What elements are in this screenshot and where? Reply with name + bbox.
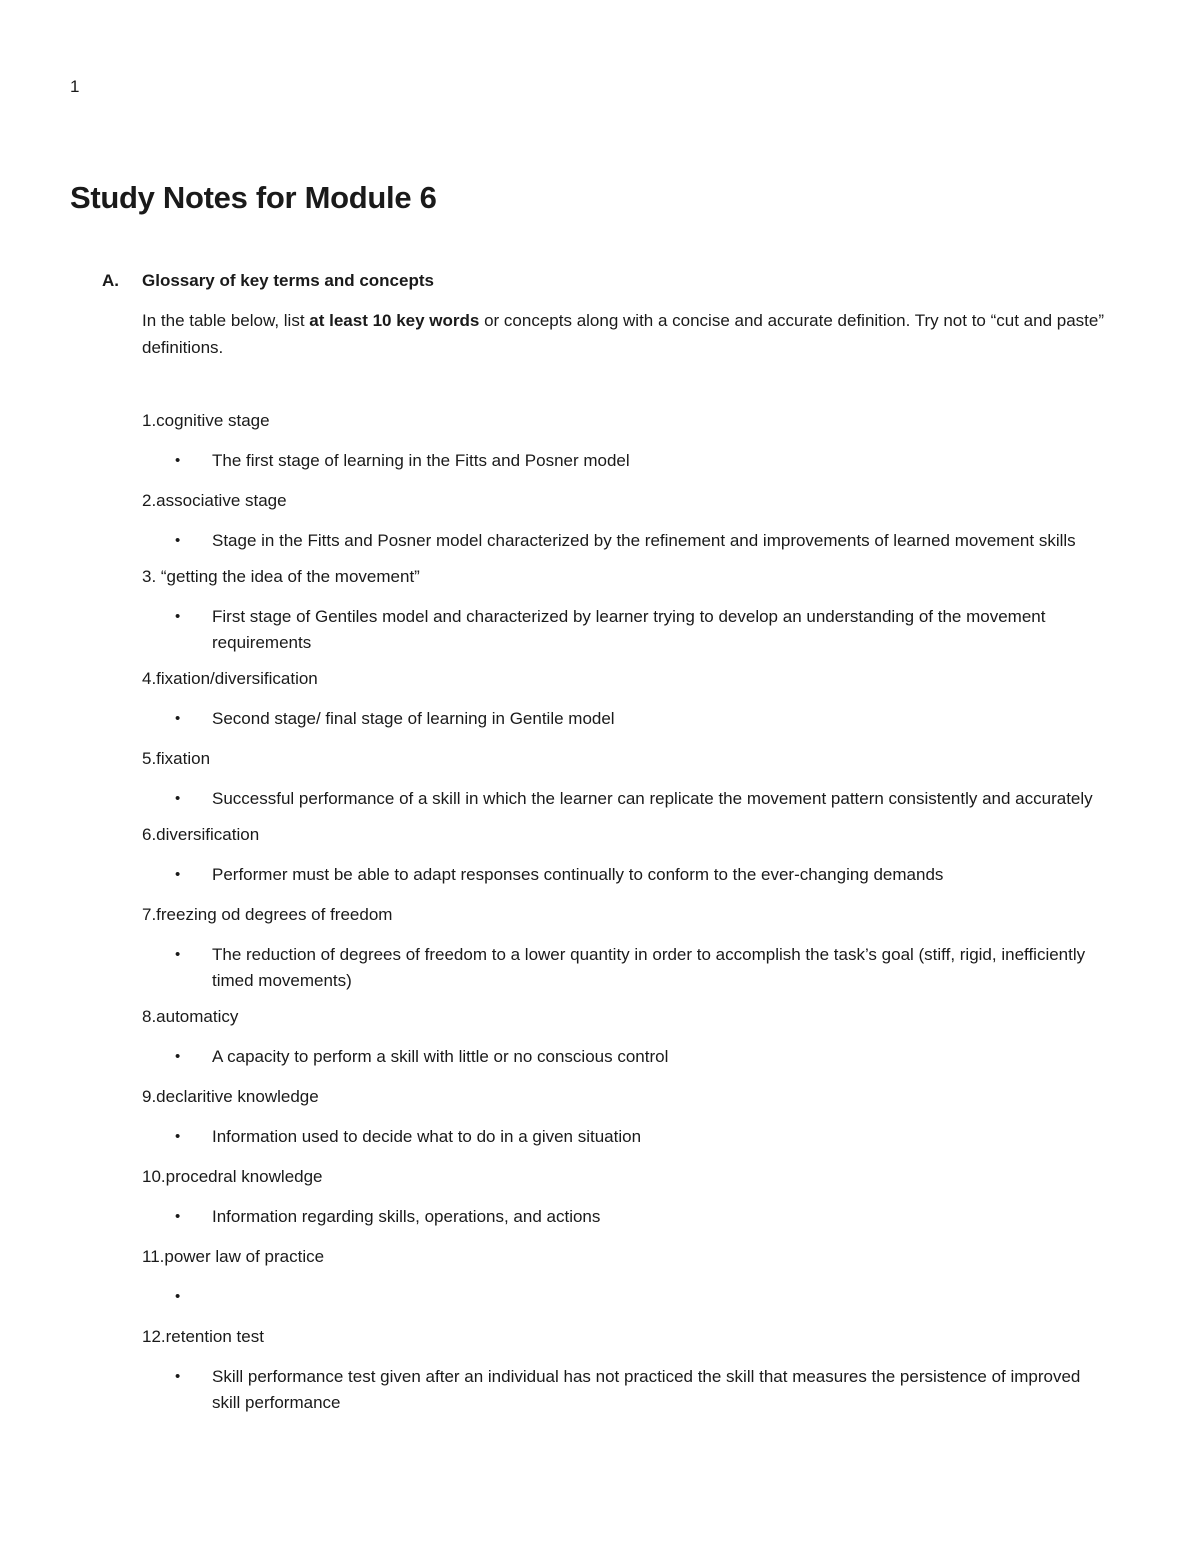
instructions-paragraph (142, 307, 1142, 361)
glossary-definition-row (142, 604, 1102, 656)
page-title: Study Notes for Module 6 (70, 180, 437, 215)
glossary-definition: Skill performance test given after an individual has not practiced the skill that measures the persistence of improved skill performance (212, 1367, 1081, 1412)
glossary-definition: The first stage of learning in the Fitts and Posner model (212, 451, 630, 470)
instructions-emphasis: at least 10 key words (309, 311, 480, 330)
bullet-icon: • (175, 1208, 181, 1225)
section-heading-text: Glossary of key terms and concepts (142, 271, 434, 290)
glossary-definition: A capacity to perform a skill with little or no conscious control (212, 1047, 669, 1066)
glossary-term: 11.power law of practice (142, 1247, 325, 1266)
bullet-icon: • (175, 866, 181, 883)
glossary-definition-row (142, 862, 1102, 888)
glossary-term: 1.cognitive stage (142, 411, 270, 430)
bullet-icon: • (175, 1368, 181, 1385)
glossary-definition-row (142, 786, 1102, 812)
glossary-definition: Successful performance of a skill in which the learner can replicate the movement pattern consistently and accurately (212, 789, 1093, 808)
glossary-term: 2.associative stage (142, 491, 287, 510)
bullet-icon: • (175, 608, 181, 625)
glossary-definition: Information used to decide what to do in a given situation (212, 1127, 642, 1146)
glossary-term: 4.fixation/diversification (142, 669, 318, 688)
instructions-text-1: In the table below, list (142, 311, 310, 330)
glossary-list (142, 410, 1102, 1428)
bullet-icon: • (175, 710, 181, 727)
glossary-definition: Stage in the Fitts and Posner model characterized by the refinement and improvements of learned movement skills (212, 531, 1076, 550)
bullet-icon: • (175, 452, 181, 469)
instructions-text-2: or concepts along with a concise and accurate definition. Try not to “cut and paste” definitions. (142, 311, 1105, 357)
glossary-definition-row (142, 706, 1102, 732)
glossary-definition: First stage of Gentiles model and characterized by learner trying to develop an understanding of the movement requirements (212, 607, 1046, 652)
glossary-definition-row (142, 1044, 1102, 1070)
glossary-definition-row (142, 528, 1102, 554)
glossary-term: 8.automaticy (142, 1007, 239, 1026)
glossary-term: 5.fixation (142, 749, 211, 768)
glossary-definition: Performer must be able to adapt responses continually to conform to the ever-changing demands (212, 865, 944, 884)
glossary-term: 12.retention test (142, 1327, 264, 1346)
bullet-icon: • (175, 532, 181, 549)
bullet-icon: • (175, 1288, 181, 1305)
section-letter: A. (102, 271, 119, 290)
glossary-definition: The reduction of degrees of freedom to a lower quantity in order to accomplish the task’s goal (stiff, rigid, inefficiently timed movements) (212, 945, 1086, 990)
glossary-definition: Information regarding skills, operations, and actions (212, 1207, 601, 1226)
page-number: 1 (70, 77, 80, 96)
glossary-term: 3. “getting the idea of the movement” (142, 567, 420, 586)
bullet-icon: • (175, 790, 181, 807)
glossary-term: 7.freezing od degrees of freedom (142, 905, 393, 924)
section-heading (102, 270, 434, 292)
glossary-definition-row (142, 1284, 1102, 1310)
glossary-term: 9.declaritive knowledge (142, 1087, 319, 1106)
glossary-term: 6.diversification (142, 825, 260, 844)
bullet-icon: • (175, 1128, 181, 1145)
glossary-definition-row (142, 1124, 1102, 1150)
glossary-definition: Second stage/ final stage of learning in Gentile model (212, 709, 615, 728)
glossary-definition-row (142, 1364, 1102, 1416)
bullet-icon: • (175, 946, 181, 963)
glossary-definition-row (142, 1204, 1102, 1230)
glossary-term: 10.procedral knowledge (142, 1167, 323, 1186)
bullet-icon: • (175, 1048, 181, 1065)
glossary-definition-row (142, 448, 1102, 474)
glossary-definition-row (142, 942, 1102, 994)
